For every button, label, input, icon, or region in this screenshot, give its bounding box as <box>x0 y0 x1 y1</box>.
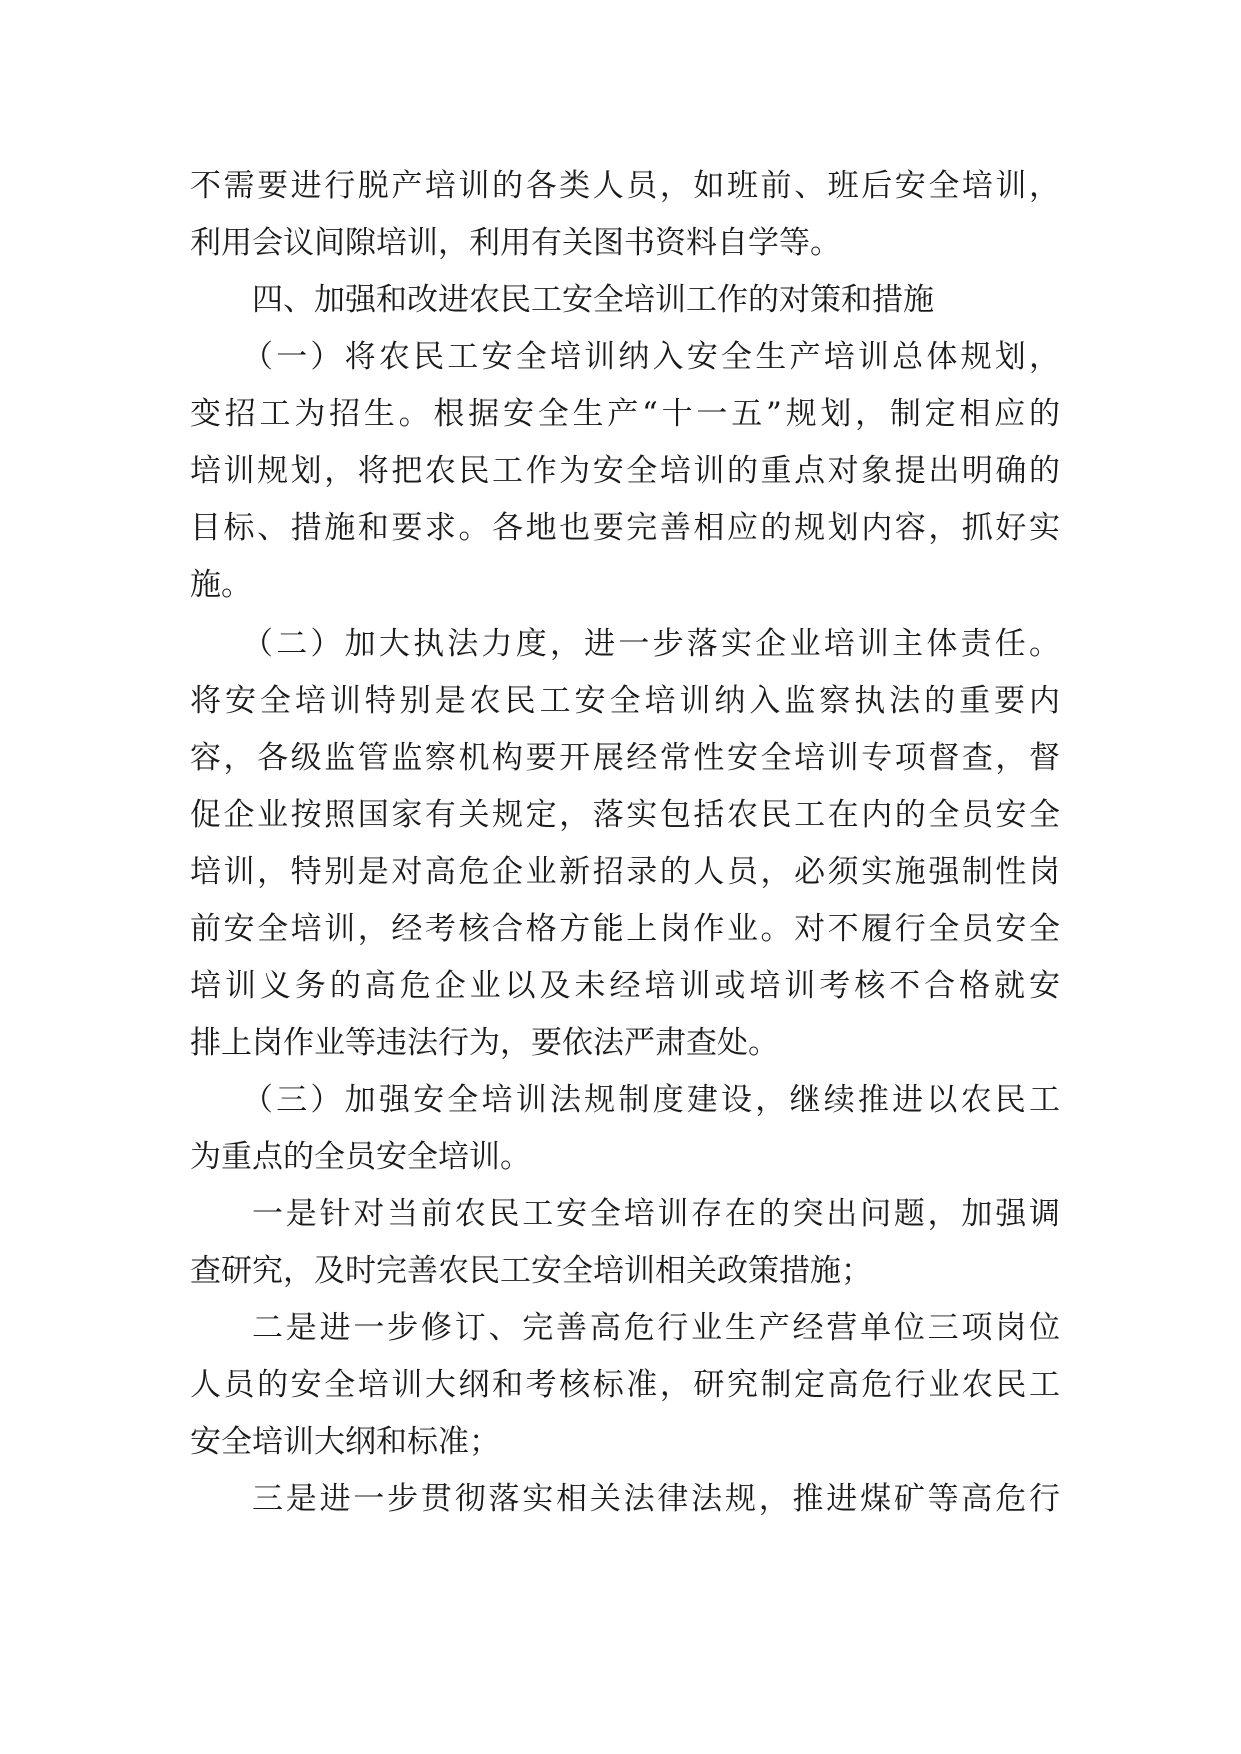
text-line: 一是针对当前农民工安全培训存在的突出问题，加强调 <box>252 1196 1060 1232</box>
text-line: 二是进一步修订、完善高危行业生产经营单位三项岗位 <box>252 1310 1060 1346</box>
text-line: 为重点的全员安全培训。 <box>190 1139 531 1175</box>
text-line: 利用会议间隙培训，利用有关图书资料自学等。 <box>190 225 841 261</box>
text-line: 培训，特别是对高危企业新招录的人员，必须实施强制性岗 <box>190 854 1060 890</box>
text-line: 培训义务的高危企业以及未经培训或培训考核不合格就安 <box>190 968 1060 1004</box>
text-line: 三是进一步贯彻落实相关法律法规，推进煤矿等高危行 <box>252 1481 1060 1517</box>
text-line: 查研究，及时完善农民工安全培训相关政策措施； <box>190 1253 872 1289</box>
document-body <box>190 158 1060 1528</box>
text-line: 不需要进行脱产培训的各类人员，如班前、班后安全培训， <box>190 168 1060 204</box>
subsection-heading: （三）加强安全培训法规制度建设，继续推进以农民工 <box>242 1082 1060 1118</box>
text-line: 促企业按照国家有关规定，落实包括农民工在内的全员安全 <box>190 797 1060 833</box>
text-line: 变招工为招生。根据安全生产“十一五”规划，制定相应的 <box>190 396 1060 432</box>
subsection-heading: （一）将农民工安全培训纳入安全生产培训总体规划， <box>242 339 1060 375</box>
text-line: 目标、措施和要求。各地也要完善相应的规划内容，抓好实 <box>190 510 1060 546</box>
text-line: 前安全培训，经考核合格方能上岗作业。对不履行全员安全 <box>190 911 1060 947</box>
text-line: 培训规划，将把农民工作为安全培训的重点对象提出明确的 <box>190 453 1060 489</box>
text-line: 安全培训大纲和标准； <box>190 1424 500 1460</box>
subsection-heading: （二）加大执法力度，进一步落实企业培训主体责任。 <box>242 626 1060 662</box>
section-heading: 四、加强和改进农民工安全培训工作的对策和措施 <box>252 282 934 318</box>
text-line: 排上岗作业等违法行为，要依法严肃查处。 <box>190 1025 779 1061</box>
text-line: 人员的安全培训大纲和考核标准，研究制定高危行业农民工 <box>190 1367 1060 1403</box>
text-line: 容，各级监管监察机构要开展经常性安全培训专项督查，督 <box>190 740 1060 776</box>
text-line: 施。 <box>190 567 252 603</box>
text-line: 将安全培训特别是农民工安全培训纳入监察执法的重要内 <box>190 683 1060 719</box>
